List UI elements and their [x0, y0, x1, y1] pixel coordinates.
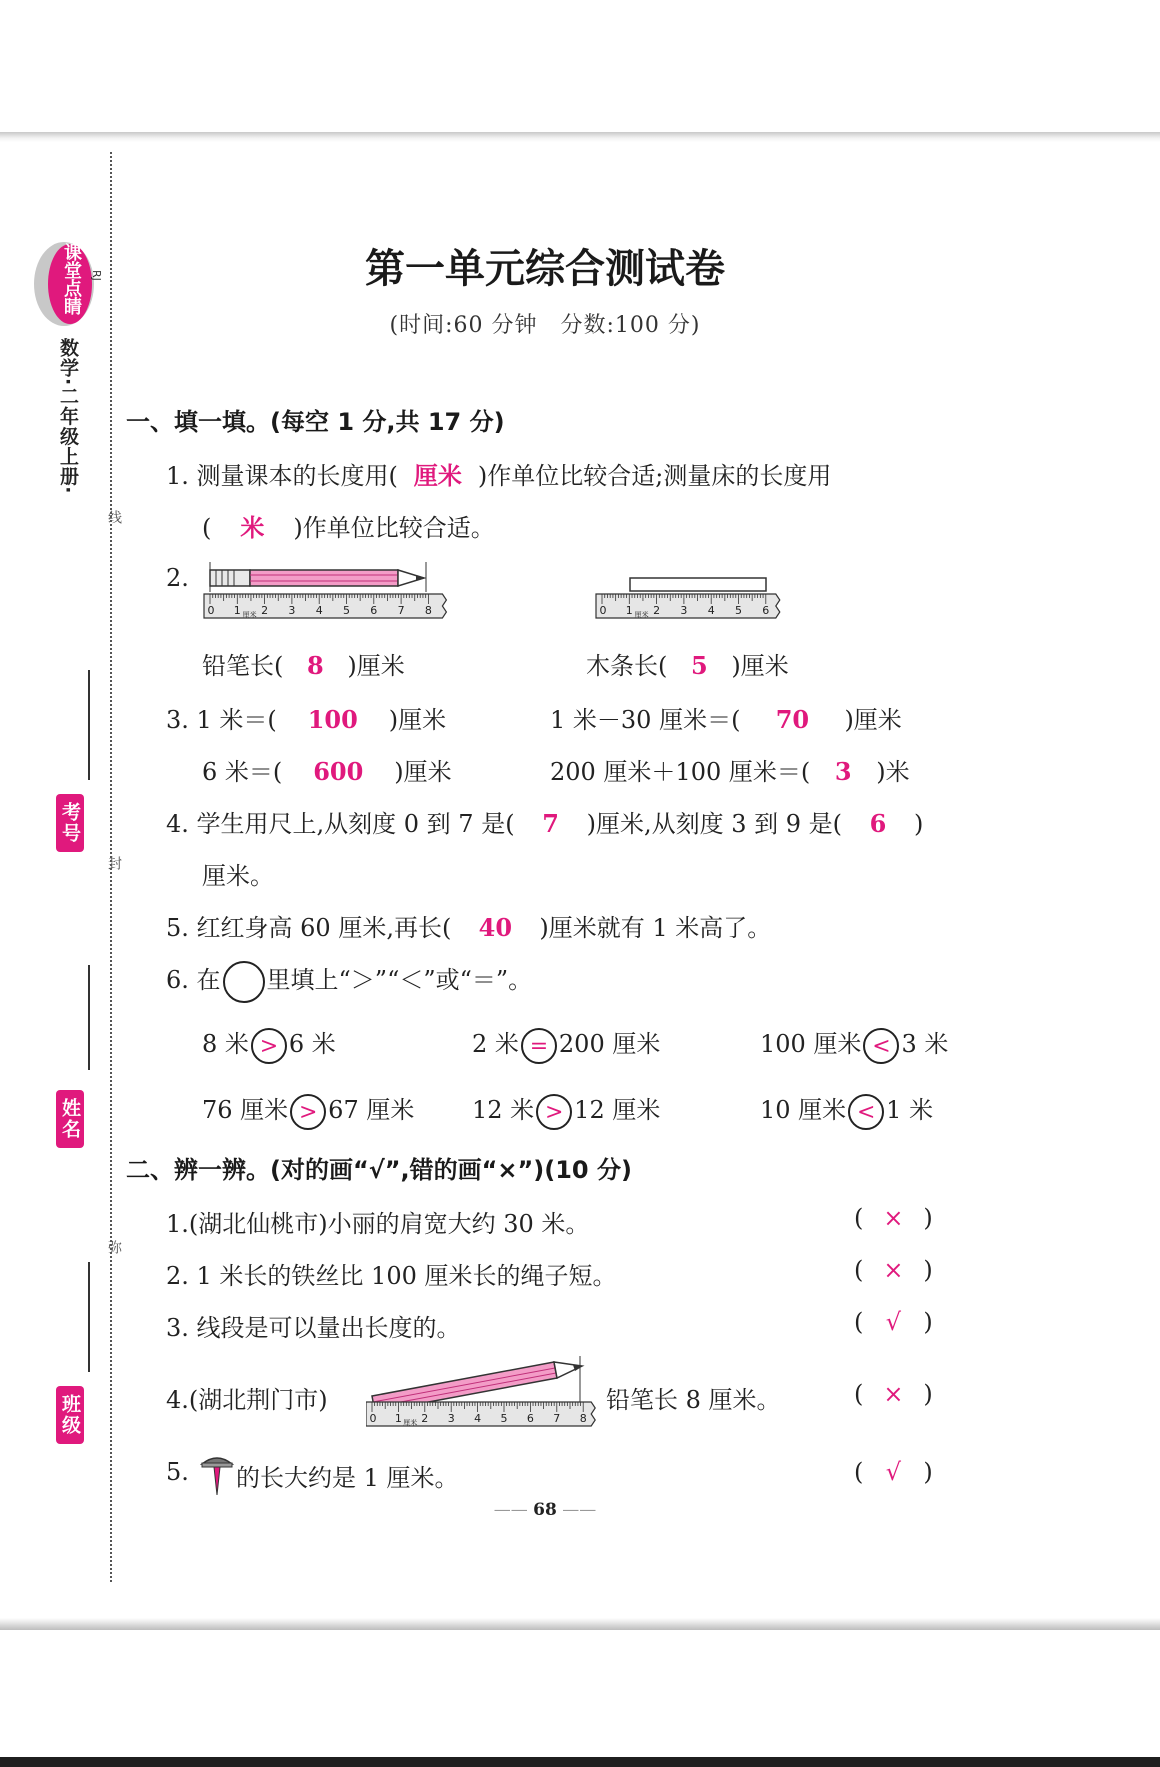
- q1-text-c: (: [202, 514, 212, 542]
- q6-text-b: 里填上“＞”“＜”或“＝”。: [266, 966, 533, 994]
- compare-symbol: <: [863, 1028, 899, 1064]
- q2-pencil-answer-line: [202, 646, 405, 681]
- judge-item-2: 2. 1 米长的铁丝比 100 厘米长的绳子短。: [166, 1262, 617, 1290]
- cut-line-label: 线: [106, 510, 122, 524]
- q3-b-unit: )厘米: [844, 706, 902, 734]
- q3-a: [166, 700, 446, 735]
- ruler-tick-label: 3: [288, 604, 296, 617]
- paren-close: ): [923, 1380, 933, 1408]
- judge-item-5: 的长大约是 1 厘米。: [236, 1464, 459, 1492]
- q3-b: [550, 700, 902, 735]
- ruler-icon: [204, 594, 446, 619]
- paren-close: ): [923, 1204, 933, 1232]
- compare-item: [760, 1024, 948, 1064]
- compare-right: 1 米: [886, 1096, 934, 1124]
- name-tag: 姓名: [56, 1090, 84, 1148]
- ruler-tick-label: 0: [207, 604, 215, 617]
- ruler-tick-label: 5: [735, 604, 742, 617]
- ruler-tick-label: 0: [599, 604, 607, 617]
- page-number: 68: [533, 1500, 557, 1520]
- page-subtitle: (时间:60 分钟 分数:100 分): [389, 313, 701, 338]
- paren-open: (: [854, 1308, 864, 1336]
- compare-symbol: >: [536, 1094, 572, 1130]
- judge-answer-2: [854, 1256, 933, 1284]
- logo-badge: RJ: [90, 270, 103, 281]
- q1-line1: [166, 456, 831, 491]
- compare-symbol: =: [521, 1028, 557, 1064]
- compare-symbol: >: [290, 1094, 326, 1130]
- section2-instruction: (对的画“√”,错的画“×”)(10 分): [270, 1156, 632, 1184]
- ruler-icon: [596, 594, 780, 619]
- judge-answer-1: [854, 1204, 933, 1232]
- top-blank-area: [0, 0, 1160, 135]
- section1-score: (每空 1 分,共 17 分): [270, 408, 505, 436]
- ruler-tick-label: 6: [526, 1412, 534, 1425]
- q2-stick-answer-line: [586, 646, 789, 681]
- q1-text-d: )作单位比较合适。: [293, 514, 495, 542]
- q3-a-unit: )厘米: [388, 706, 447, 734]
- ruler-tick-label: 7: [397, 604, 405, 617]
- section2-heading: [126, 1150, 632, 1185]
- pencil-icon: [210, 562, 426, 592]
- compare-right: 3 米: [901, 1030, 949, 1058]
- q3-b-text: 1 米－30 厘米＝(: [550, 706, 741, 734]
- ruler-tick-label: 2: [653, 604, 661, 617]
- q2-pencil-label: 铅笔长(: [202, 652, 284, 680]
- q4-answer-1: 7: [542, 809, 559, 838]
- ruler-tick-label: 2: [261, 604, 269, 617]
- q3-d-text: 200 厘米＋100 厘米＝(: [550, 758, 811, 786]
- q2-stick-label: 木条长(: [586, 652, 668, 680]
- series-label: 数学·二年级上册·: [57, 338, 79, 495]
- exam-no-line: [88, 670, 90, 780]
- pencil-ruler-figure: [202, 558, 462, 633]
- q3-c-text: 6 米＝(: [202, 758, 283, 786]
- ruler-tick-label: 8: [579, 1412, 587, 1425]
- compare-item: [202, 1090, 414, 1130]
- judge-answer-3: [854, 1308, 933, 1336]
- compare-left: 12 米: [472, 1096, 535, 1124]
- q1-text-a: 1. 测量课本的长度用(: [166, 462, 398, 490]
- q5-text-b: )厘米就有 1 米高了。: [539, 914, 772, 942]
- q3-d-unit: )米: [876, 758, 910, 786]
- ruler-tick-label: 5: [500, 1412, 508, 1425]
- q4-text-c: ): [914, 810, 924, 838]
- q3-c: [202, 752, 452, 787]
- paren-open: (: [854, 1458, 864, 1486]
- q4-text-b: )厘米,从刻度 3 到 9 是(: [586, 810, 842, 838]
- q3-a-answer: 100: [307, 705, 358, 734]
- q4-text-a: 4. 学生用尺上,从刻度 0 到 7 是(: [166, 810, 515, 838]
- compare-item: [760, 1090, 933, 1130]
- name-line: [88, 965, 90, 1070]
- q1-answer-2: 米: [240, 513, 265, 542]
- ruler-tick-label: 1: [625, 604, 633, 617]
- compare-left: 8 米: [202, 1030, 249, 1058]
- compare-left: 76 厘米: [202, 1096, 289, 1124]
- judge-answer-4: [854, 1380, 933, 1408]
- q4-line2: 厘米。: [202, 862, 274, 890]
- q4-line1: [166, 804, 923, 839]
- q2-stick-answer: 5: [691, 651, 708, 680]
- cross-mark-icon: ×: [883, 1204, 904, 1232]
- q2-pencil-unit: )厘米: [347, 652, 405, 680]
- wood-stick-icon: [630, 578, 766, 591]
- q1-answer-1: 厘米: [413, 461, 462, 490]
- ruler-tick-label: 4: [707, 604, 715, 617]
- compare-item: [472, 1090, 660, 1130]
- compare-symbol: <: [848, 1094, 884, 1130]
- judge-item-5-number: 5.: [166, 1458, 189, 1486]
- paren-open: (: [854, 1380, 864, 1408]
- ruler-tick-label: 3: [680, 604, 688, 617]
- ruler-tick-label: 6: [370, 604, 378, 617]
- paren-open: (: [854, 1256, 864, 1284]
- judge-item-3: 3. 线段是可以量出长度的。: [166, 1314, 461, 1342]
- ruler-tick-label: 4: [474, 1412, 482, 1425]
- ruler-tick-label: 6: [762, 604, 770, 617]
- judge-answer-5: [854, 1458, 933, 1486]
- check-mark-icon: √: [885, 1308, 902, 1336]
- q6-instruction: [166, 960, 532, 1003]
- q1-text-b: )作单位比较合适;测量床的长度用: [477, 462, 832, 490]
- exam-no-tag: 考号: [56, 794, 84, 852]
- paren-close: ): [923, 1458, 933, 1486]
- compare-right: 12 厘米: [574, 1096, 661, 1124]
- empty-circle-icon: [223, 961, 265, 1003]
- ruler-tick-label: 3: [447, 1412, 455, 1425]
- tilted-pencil-figure: [366, 1352, 598, 1432]
- page-top-edge: [0, 132, 1160, 142]
- stick-ruler-figure: [594, 558, 794, 633]
- compare-right: 67 厘米: [328, 1096, 415, 1124]
- ruler-icon: [366, 1402, 595, 1427]
- ruler-tick-label: 5: [343, 604, 350, 617]
- section1-heading: [126, 402, 505, 437]
- ruler-tick-label: 8: [424, 604, 432, 617]
- judge-item-1: 1.(湖北仙桃市)小丽的肩宽大约 30 米。: [166, 1210, 590, 1238]
- q3-d-answer: 3: [834, 757, 852, 786]
- ruler-tick-label: 4: [315, 604, 323, 617]
- ruler-tick-label: 1: [233, 604, 241, 617]
- compare-symbol: >: [251, 1028, 287, 1064]
- q3-b-answer: 70: [775, 705, 810, 734]
- q2-number: 2.: [166, 564, 189, 592]
- compare-left: 100 厘米: [760, 1030, 862, 1058]
- page-title: 第一单元综合测试卷: [365, 245, 725, 292]
- check-mark-icon: √: [885, 1458, 902, 1486]
- ruler-tick-label: 2: [421, 1412, 429, 1425]
- thumbtack-icon: [200, 1452, 234, 1496]
- cross-mark-icon: ×: [883, 1256, 904, 1284]
- page-number-row: —— 68 ——: [493, 1500, 597, 1520]
- q3-c-unit: )厘米: [394, 758, 452, 786]
- q2-stick-unit: )厘米: [731, 652, 789, 680]
- bottom-blank-area: [0, 1630, 1160, 1767]
- compare-item: [472, 1024, 660, 1064]
- q5-text-a: 5. 红红身高 60 厘米,再长(: [166, 914, 452, 942]
- ruler-unit-label: 厘米: [403, 1419, 418, 1427]
- section1-title: 一、填一填。: [126, 408, 270, 436]
- q3-a-text: 3. 1 米＝(: [166, 706, 277, 734]
- ruler-unit-label: 厘米: [634, 611, 649, 619]
- cross-mark-icon: ×: [883, 1380, 904, 1408]
- q4-answer-2: 6: [869, 809, 887, 838]
- compare-left: 10 厘米: [760, 1096, 847, 1124]
- q3-c-answer: 600: [313, 757, 364, 786]
- q2-pencil-answer: 8: [307, 651, 324, 680]
- ruler-tick-label: 0: [369, 1412, 377, 1425]
- paren-open: (: [854, 1204, 864, 1232]
- q6-text-a: 6. 在: [166, 966, 221, 994]
- compare-left: 2 米: [472, 1030, 519, 1058]
- paren-close: ): [923, 1256, 933, 1284]
- seal-label-2: 弥: [106, 1240, 122, 1254]
- page-bottom-edge: [0, 1618, 1160, 1630]
- q1-line2: [202, 508, 495, 543]
- class-tag: 班级: [56, 1386, 84, 1444]
- q5-answer: 40: [478, 913, 513, 942]
- q5-line: [166, 908, 771, 943]
- compare-item: [202, 1024, 336, 1064]
- logo-text: 课堂点睛: [61, 243, 82, 315]
- judge-item-4-tail: 铅笔长 8 厘米。: [606, 1386, 781, 1414]
- paren-close: ): [923, 1308, 933, 1336]
- seal-label: 封: [106, 856, 122, 870]
- bottom-dark-bar: [0, 1757, 1160, 1767]
- ruler-tick-label: 7: [553, 1412, 561, 1425]
- ruler-unit-label: 厘米: [242, 611, 257, 619]
- section2-title: 二、辨一辨。: [126, 1156, 270, 1184]
- compare-right: 200 厘米: [558, 1030, 661, 1058]
- q3-d: [550, 752, 910, 787]
- ruler-tick-label: 1: [394, 1412, 402, 1425]
- compare-right: 6 米: [288, 1030, 336, 1058]
- judge-item-4: 4.(湖北荆门市): [166, 1386, 328, 1414]
- class-line: [88, 1262, 90, 1372]
